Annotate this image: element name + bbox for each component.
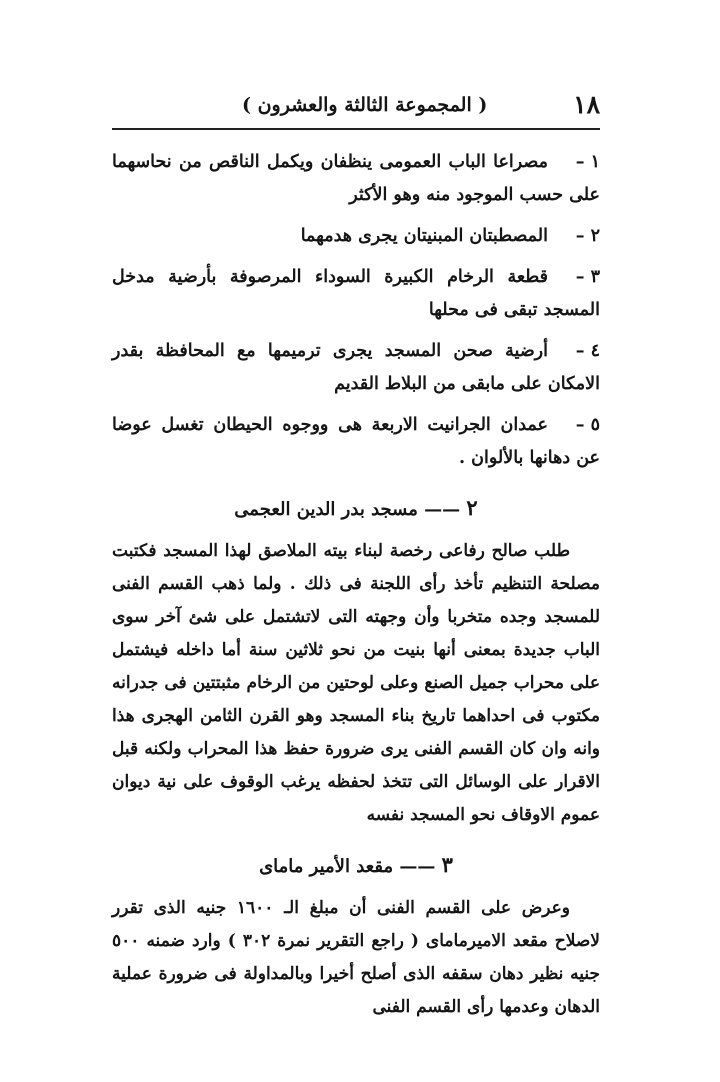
item-text: المصطبتان المبنيتان يجرى هدمهما	[300, 226, 548, 246]
list-item	[112, 220, 600, 253]
section-title: مسجد بدر الدين العجمى	[234, 499, 418, 520]
page-header	[112, 90, 600, 124]
header-rule	[112, 128, 600, 130]
item-text: قطعة الرخام الكبيرة السوداء المرصوفة بأرضية مدخل المسجد تبقى فى محلها	[112, 267, 600, 320]
section-title: مقعد الأمير ماماى	[259, 856, 394, 877]
section-number: ٢	[466, 495, 478, 520]
item-number: ١ –	[575, 152, 600, 172]
item-text: مصراعا الباب العمومى ينظفان ويكمل الناقص من نحاسهما على حسب الموجود منه وهو الأكثر	[112, 152, 600, 205]
item-number: ٢ –	[575, 226, 600, 246]
item-text: أرضية صحن المسجد يجرى ترميمها مع المحافظة بقدر الامكان على مابقى من البلاط القديم	[112, 341, 600, 394]
list-item	[112, 146, 600, 212]
section-paragraph: طلب صالح رفاعى رخصة لبناء بيته الملاصق لهذا المسجد فكتبت مصلحة التنظيم تأخذ رأى اللجنة فى ذلك . ولما ذهب القسم الفنى للمسجد وجده متخربا وأن وجهته التى لاتشتمل على شئ آخر سوى الباب جديدة بمعنى أنها بنيت من نحو ثلاثين سنة أما داخله فيشتمل على محراب جميل الصنع وعلى لوحتين من الرخام مثبتتين فى جدرانه مكتوب فى احداهما تاريخ بناء المسجد وهو القرن الثامن الهجرى هذا وانه وان كان القسم الفنى يرى ضرورة حفظ هذا المحراب ولكنه قبل الاقرار على الوسائل التى تتخذ لحفظه يرغب الوقوف على نية ديوان عموم الاوقاف نحو المسجد نفسه	[112, 541, 600, 825]
section-heading-mamay	[112, 848, 600, 884]
page-body	[112, 146, 600, 1024]
item-number: ٥ –	[575, 415, 600, 435]
list-item	[112, 409, 600, 475]
list-item	[112, 335, 600, 401]
list-item	[112, 261, 600, 327]
page-number: ١٨	[573, 90, 600, 119]
section-dash: ——	[417, 499, 467, 520]
section-dash: ——	[393, 856, 442, 877]
item-text: عمدان الجرانيت الاربعة هى ووجوه الحيطان تغسل عوضا عن دهانها بالألوان .	[112, 415, 600, 468]
item-number: ٣ –	[575, 267, 600, 287]
section-paragraph: وعرض على القسم الفنى أن مبلغ الـ ١٦٠٠ جنيه الذى تقرر لاصلاح مقعد الاميرماماى ( راجع التقرير نمرة ٣٠٢ ) وارد ضمنه ٥٠٠ جنيه نظير دهان سقفه الذى أصلح أخيرا وبالمداولة فى ضرورة عملية الدهان وعدمها رأى القسم الفنى	[112, 898, 601, 1017]
section-heading-badr-al-din	[112, 491, 600, 527]
section-number: ٣	[441, 852, 453, 877]
running-title: ( المجموعة الثالثة والعشرون )	[242, 94, 488, 116]
item-number: ٤ –	[575, 341, 600, 361]
